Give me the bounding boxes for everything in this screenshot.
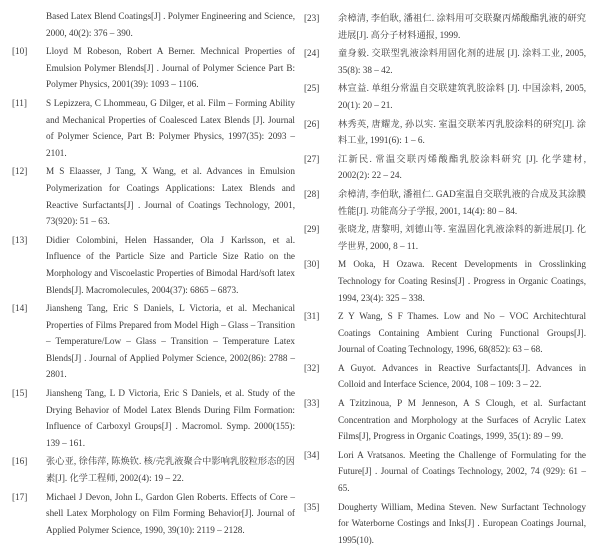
reference-text: 余樟清, 李伯耿, 潘祖仁. GAD室温自交联乳液的合成及其涂膜性能[J]. 功能高分子学报, 2001, 14(4): 80 – 84. — [338, 188, 586, 216]
reference-item — [12, 489, 295, 539]
reference-item — [304, 256, 586, 306]
reference-text: 张心亚, 徐伟萍, 陈焕钦. 核/壳乳液聚合中影响乳胶粒形态的因素[J]. 化学工程师, 2002(4): 19 – 22. — [46, 456, 295, 484]
reference-number: [10] — [12, 46, 28, 57]
reference-number: [13] — [12, 234, 28, 245]
reference-item — [304, 116, 586, 149]
reference-number: [12] — [12, 166, 28, 177]
reference-number: [33] — [304, 398, 320, 409]
reference-text: Dougherty William, Medina Steven. New Surfactant Technology for Waterborne Costings and Inks[J] . European Coatings Journal, 1995(10). — [338, 501, 586, 545]
reference-item — [304, 151, 586, 184]
right-column — [304, 8, 586, 548]
reference-number: [14] — [12, 303, 28, 314]
reference-text: Jiansheng Tang, L D Victoria, Eric S Daniels, et al. Study of the Drying Behavior of Model Latex Blends During Film Formation: Influence of Carboxyl Groups[J] . Macromol. Symp. 2000(155): 139 – 161. — [46, 388, 295, 448]
reference-number: [24] — [304, 48, 320, 59]
reference-number: [25] — [304, 83, 320, 94]
reference-item — [304, 395, 586, 445]
reference-number: [15] — [12, 388, 28, 399]
reference-item — [12, 453, 295, 486]
reference-number: [28] — [304, 188, 320, 199]
reference-number: [34] — [304, 449, 320, 460]
reference-item — [304, 499, 586, 549]
reference-item — [304, 80, 586, 113]
reference-text: M Ooka, H Ozawa. Recent Developments in Crosslinking Technology for Coating Resins[J] . Progress in Organic Coatings, 1994, 23(4): 325 – 338. — [338, 259, 586, 303]
reference-text: 江新民. 常温交联丙烯酸酯乳胶涂料研究 [J]. 化学建材, 2002(2): 22 – 24. — [338, 153, 586, 181]
reference-item — [304, 10, 586, 43]
reference-text: 童身毅. 交联型乳液涂料用固化剂的进展 [J]. 涂料工业, 2005, 35(8): 38 – 42. — [338, 48, 586, 75]
reference-item — [304, 221, 586, 254]
reference-text: Michael J Devon, John L, Gardon Glen Roberts. Effects of Core – shell Latex Morphology on Film Forming Behavior[J]. Journal of Applied Polymer Science, 1990, 39(10): 2119 – 2128. — [46, 491, 295, 535]
reference-number: [32] — [304, 362, 320, 373]
reference-continuation: Based Latex Blend Coatings[J] . Polymer Engineering and Science, 2000, 40(2): 376 – 390. — [46, 11, 295, 38]
reference-text: Lloyd M Robeson, Robert A Berner. Mechnical Properties of Emulsion Polymer Blends[J] . Journal of Polymer Science Part B: Polymer Physics, 2001(39): 1093 – 1106. — [46, 46, 295, 90]
reference-text: Lori A Vratsanos. Meeting the Challenge of Formulating for the Future[J] . Journal of Coatings Technology, 2002, 74 (929): 61 – 65. — [338, 449, 586, 494]
reference-number: [27] — [304, 153, 320, 164]
reference-text: Didier Colombini, Helen Hassander, Ola J Karlsson, et al. Influence of the Particle Size and Particle Size Ratio on the Morphology and Viscoelastic Properties of Bimodal Hard/soft latex Blends[J]. Macromolecules, 2004(37): 6865 – 6873. — [46, 234, 295, 295]
reference-item — [304, 45, 586, 78]
reference-text: M S Elaasser, J Tang, X Wang, et al. Advances in Emulsion Polymerization for Coatings Applications: Latex Blends and Reactive Surfactants[J] . Journal of Coatings Technology, 2001, 73(920): 51 – 63. — [46, 166, 295, 227]
left-reference-list — [12, 43, 295, 538]
reference-text: 林宣益. 单组分常温自交联建筑乳胶涂料 [J]. 中国涂料, 2005, 20(1): 20 – 21. — [338, 83, 586, 110]
reference-item — [12, 43, 295, 93]
reference-text: Jiansheng Tang, Eric S Daniels, L Victoria, et al. Mechanical Properties of Films Prepared from Model High – Glass – Transition – Temperature/Low – Glass – Transition – Temperature Latex Blends[J] . Journal of Applied Polymer Science, 2002(86): 2788 – 2801. — [46, 303, 295, 380]
reference-text: 林秀英, 唐耀龙, 孙以实. 室温交联苯丙乳胶涂料的研究[J]. 涂料工业, 1991(6): 1 – 6. — [338, 118, 586, 146]
reference-text: 张晓龙, 唐黎明, 刘德山等. 室温固化乳液涂料的新进展[J]. 化学世界, 2000, 8 – 11. — [338, 224, 586, 251]
reference-text: A Tzitzinoua, P M Jenneson, A S Clough, et al. Surfactant Concentration and Morphology at the Surfaces of Acrylic Latex Films[J], Progress in Organic Coatings, 1999, 35(1): 89 – 99. — [338, 398, 586, 442]
right-reference-list — [304, 10, 586, 548]
reference-number: [11] — [12, 97, 27, 108]
reference-item — [304, 186, 586, 219]
reference-item — [304, 308, 586, 358]
reference-number: [29] — [304, 224, 320, 235]
reference-text: S Lepizzera, C Lhommeau, G Dilger, et al. Film – Forming Ability and Mechanical Properties of Coalesced Latex Blends [J]. Journal of Polymer Science, Part B: Polymer Physics, 1997(35): 2093 – 2101. — [46, 97, 295, 158]
reference-text: A Guyot. Advances in Reactive Surfactants[J]. Advances in Colloid and Interface Science, 2004, 108 – 109: 3 – 22. — [338, 362, 586, 390]
reference-number: [16] — [12, 456, 28, 467]
reference-number: [26] — [304, 118, 320, 129]
reference-text: Z Y Wang, S F Thames. Low and No – VOC Architechtural Coatings Containing Ambient Curing Functional Groups[J]. Journal of Coating Technology, 1996, 68(852): 63 – 68. — [338, 311, 586, 355]
reference-item — [304, 447, 586, 497]
reference-text: 余樟清, 李伯耿, 潘祖仁. 涂料用可交联聚丙烯酸酯乳液的研究进展[J]. 高分子材料通报, 1999. — [338, 13, 586, 40]
reference-number: [30] — [304, 259, 320, 270]
reference-item — [12, 385, 295, 451]
reference-item — [12, 163, 295, 229]
left-column — [12, 8, 295, 538]
reference-number: [35] — [304, 501, 320, 512]
reference-number: [17] — [12, 491, 28, 502]
reference-item — [304, 360, 586, 393]
reference-number: [31] — [304, 311, 320, 322]
reference-item — [12, 232, 295, 298]
reference-item — [12, 95, 295, 161]
reference-number: [23] — [304, 13, 320, 23]
reference-item — [12, 300, 295, 383]
